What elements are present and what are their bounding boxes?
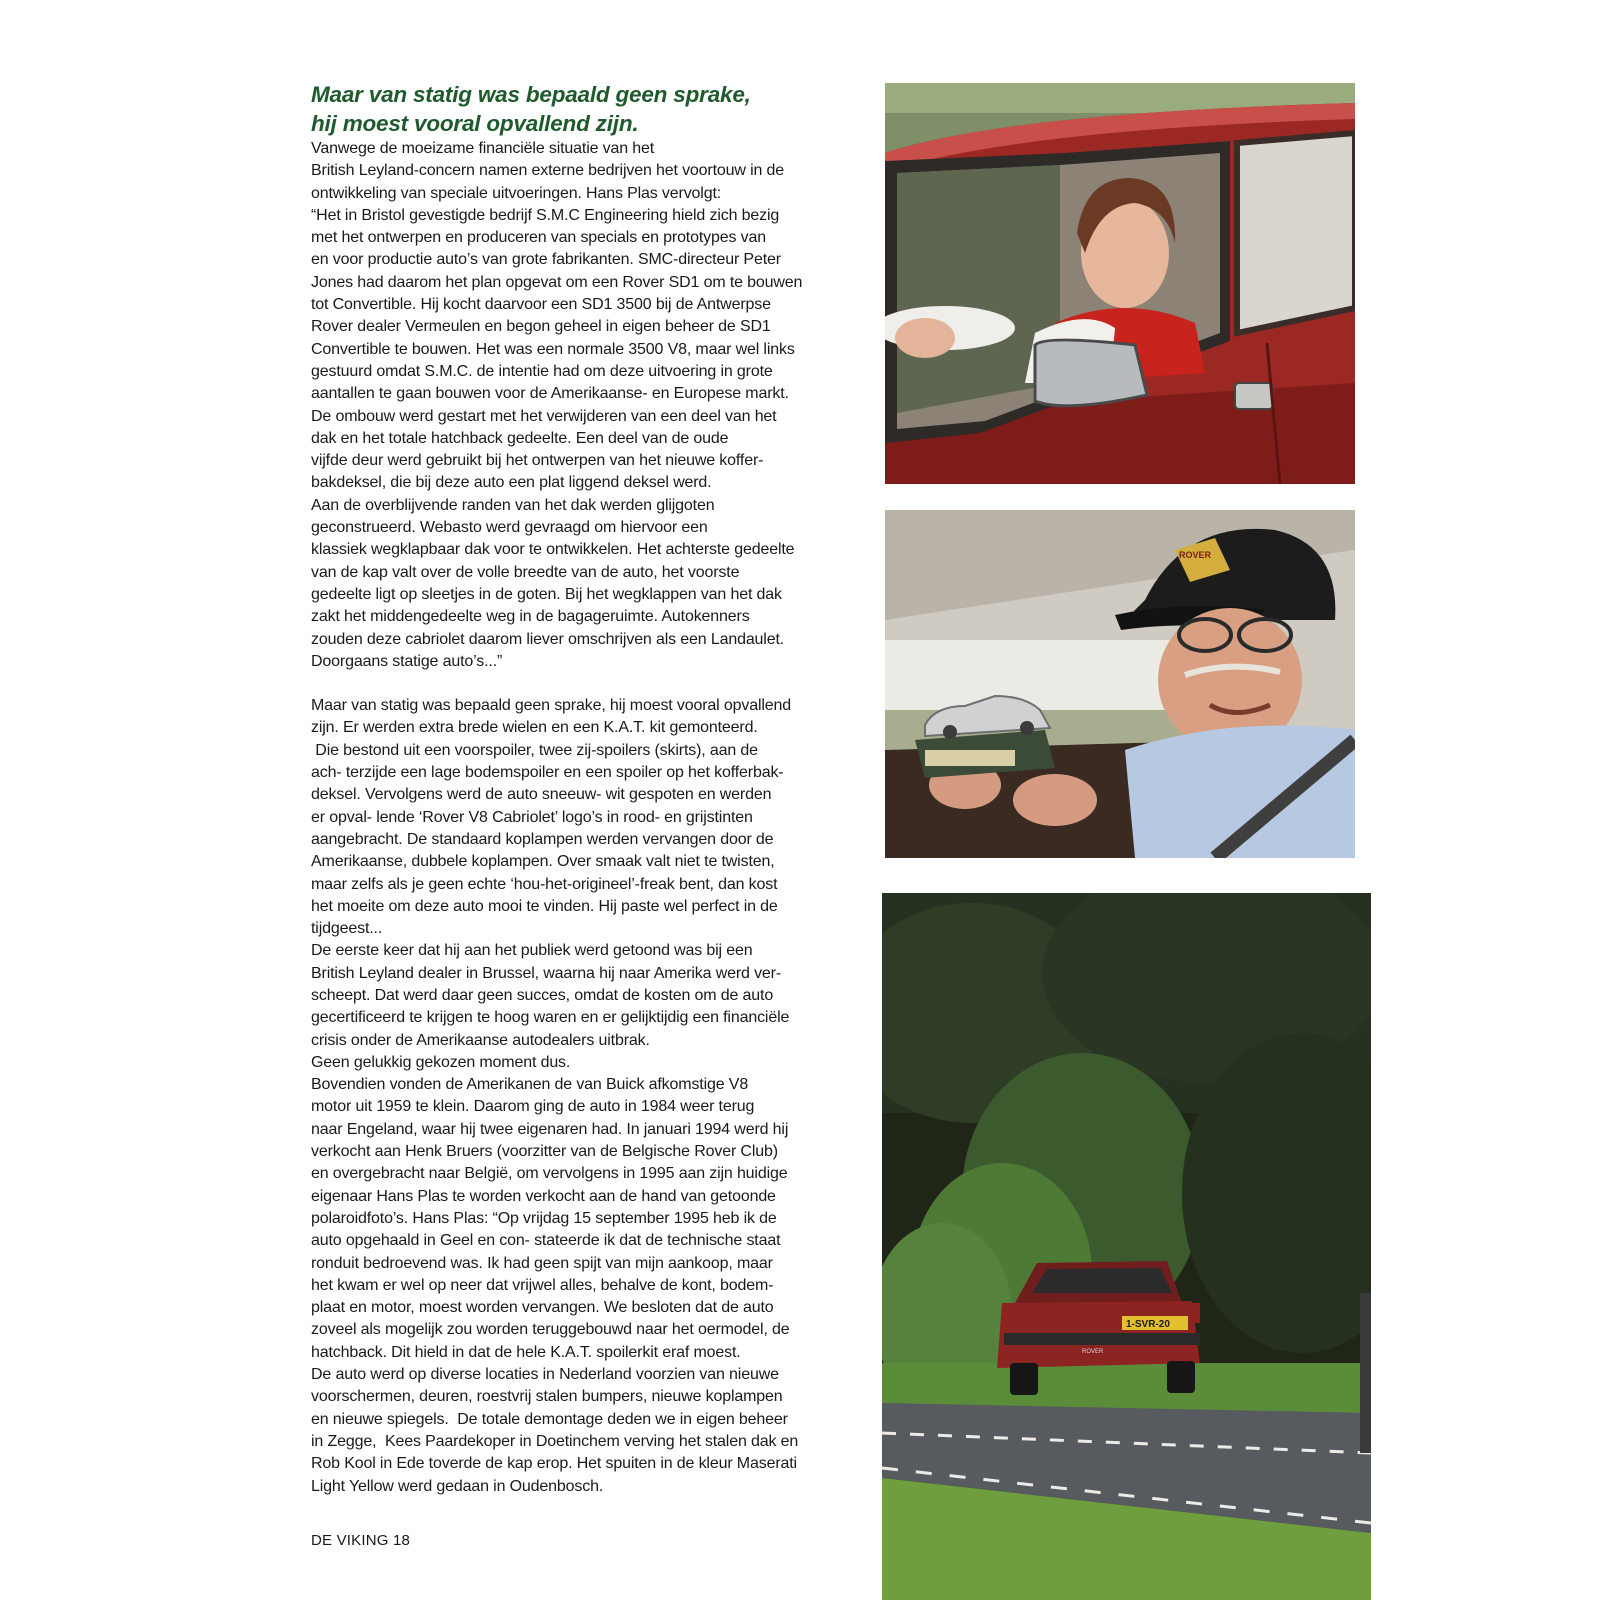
text-line: plaat en motor, moest worden vervangen. We besloten dat de auto (311, 1299, 774, 1317)
text-line: en overgebracht naar België, om vervolgens in 1995 aan zijn huidige (311, 1165, 788, 1183)
paragraph-1 (311, 138, 856, 673)
text-line: met het ontwerpen en produceren van specials en prototypes van (311, 229, 766, 247)
text-line: ach- terzijde een lage bodemspoiler en een spoiler op het kofferbak- (311, 764, 784, 782)
text-line: ronduit bedroevend was. Ik had geen spijt van mijn aankoop, maar (311, 1254, 773, 1272)
text-line: geconstrueerd. Webasto werd gevraagd om hiervoor een (311, 519, 708, 537)
text-line: tot Convertible. Hij kocht daarvoor een SD1 3500 bij de Antwerpse (311, 296, 771, 314)
paragraph-3 (311, 940, 856, 1497)
text-line: “Het in Bristol gevestigde bedrijf S.M.C Engineering hield zich bezig (311, 206, 780, 224)
text-line: De eerste keer dat hij aan het publiek werd getoond was bij een (311, 942, 753, 960)
car-badge-text: ROVER (1082, 1349, 1104, 1355)
photo-woman-in-car-art (885, 83, 1355, 484)
text-line: aantallen te gaan bouwen voor de Amerikaanse- en Europese markt. (311, 385, 789, 403)
heading-line: Maar van statig was bepaald geen sprake, (311, 82, 751, 107)
text-line: gestuurd omdat S.M.C. de intentie had om deze uitvoering in grote (311, 362, 773, 380)
text-line: Doorgaans statige auto’s...” (311, 652, 503, 670)
text-line: en nieuwe spiegels. De totale demontage deden we in eigen beheer (311, 1410, 788, 1428)
article-body (311, 138, 856, 1498)
text-line: Light Yellow werd gedaan in Oudenbosch. (311, 1477, 604, 1495)
text-line: zouden deze cabriolet daarom liever omschrijven als een Landaulet. (311, 630, 785, 648)
photo-man-with-trophy-art (885, 510, 1355, 858)
text-line: motor uit 1959 te klein. Daarom ging de auto in 1984 weer terug (311, 1098, 755, 1116)
text-line: in Zegge, Kees Paardekoper in Doetinchem verving het stalen dak en (311, 1432, 799, 1450)
page-footer: DE VIKING 18 (311, 1532, 411, 1549)
photo-rover-on-road-art (882, 893, 1371, 1600)
text-line: het kwam er wel op neer dat vrijwel alles, behalve de kont, bodem- (311, 1276, 774, 1294)
text-line: auto opgehaald in Geel en con- stateerde ik dat de technische staat (311, 1232, 781, 1250)
text-line: tijdgeest... (311, 920, 383, 938)
text-line: ontwikkeling van speciale uitvoeringen. Hans Plas vervolgt: (311, 184, 722, 202)
text-line: zijn. Er werden extra brede wielen en een K.A.T. kit gemonteerd. (311, 719, 758, 737)
text-line: Aan de overblijvende randen van het dak werden glijgoten (311, 496, 715, 514)
text-line: voorschermen, deuren, roestvrij stalen bumpers, nieuwe koplampen (311, 1388, 783, 1406)
text-line: eigenaar Hans Plas te worden verkocht aan de hand van getoonde (311, 1187, 776, 1205)
text-line: Rob Kool in Ede toverde de kap erop. Het spuiten in de kleur Maserati (311, 1455, 797, 1473)
text-line: zoveel als mogelijk zou worden teruggebouwd naar het oermodel, de (311, 1321, 790, 1339)
cap-badge-text: ROVER (1179, 550, 1212, 560)
text-line: zakt het middengedeelte weg in de bagageruimte. Autokenners (311, 608, 750, 626)
text-line: Convertible te bouwen. Het was een normale 3500 V8, maar wel links (311, 340, 795, 358)
text-line: Amerikaanse, dubbele koplampen. Over smaak valt niet te twisten, (311, 853, 775, 871)
text-line: het moeite om deze auto mooi te vinden. Hij paste wel perfect in de (311, 897, 778, 915)
text-line: polaroidfoto’s. Hans Plas: “Op vrijdag 15 september 1995 heb ik de (311, 1209, 777, 1227)
text-line: en voor productie auto’s van grote fabrikanten. SMC-directeur Peter (311, 251, 781, 269)
photo-woman-in-car (885, 83, 1355, 484)
heading-line: hij moest vooral opvallend zijn. (311, 111, 639, 136)
text-line: er opval- lende ‘Rover V8 Cabriolet’ logo’s in rood- en grijstinten (311, 808, 753, 826)
text-line: gedeelte ligt op sleetjes in de goten. Bij het wegklappen van het dak (311, 585, 782, 603)
paragraph-2 (311, 695, 856, 940)
text-line: British Leyland-concern namen externe bedrijven het voortouw in de (311, 162, 785, 180)
text-line: crisis onder de Amerikaanse autodealers uitbrak. (311, 1031, 650, 1049)
text-line: van de kap valt over de volle breedte van de auto, het voorste (311, 563, 740, 581)
text-line: aangebracht. De standaard koplampen werden vervangen door de (311, 830, 774, 848)
text-line: dak en het totale hatchback gedeelte. Een deel van de oude (311, 429, 729, 447)
text-line: De auto werd op diverse locaties in Nederland voorzien van nieuwe (311, 1366, 779, 1384)
text-line: De ombouw werd gestart met het verwijderen van een deel van het (311, 407, 777, 425)
text-line: British Leyland dealer in Brussel, waarna hij naar Amerika werd ver- (311, 964, 782, 982)
text-line: deksel. Vervolgens werd de auto sneeuw- wit gespoten en werden (311, 786, 772, 804)
text-line: naar Engeland, waar hij twee eigenaren had. In januari 1994 werd hij (311, 1120, 789, 1138)
photo-rover-on-road (882, 893, 1371, 1600)
text-line: maar zelfs als je geen echte ‘hou-het-origineel’-freak bent, dan kost (311, 875, 778, 893)
article-column (311, 80, 856, 1498)
text-line: vijfde deur werd gebruikt bij het ontwerpen van het nieuwe koffer- (311, 452, 764, 470)
license-plate-text: 1-SVR-20 (1126, 1319, 1170, 1330)
text-line: Geen gelukkig gekozen moment dus. (311, 1053, 571, 1071)
text-line: scheept. Dat werd daar geen succes, omdat de kosten om de auto (311, 986, 774, 1004)
text-line: Rover dealer Vermeulen en begon geheel in eigen beheer de SD1 (311, 318, 771, 336)
text-line: hatchback. Dit hield in dat de hele K.A.T. spoilerkit eraf moest. (311, 1343, 741, 1361)
article-heading (311, 80, 856, 138)
text-line: verkocht aan Henk Bruers (voorzitter van de Belgische Rover Club) (311, 1143, 778, 1161)
text-line: bakdeksel, die bij deze auto een plat liggend deksel werd. (311, 474, 712, 492)
text-line: gecertificeerd te krijgen te hoog waren en er gelijktijdig een financiële (311, 1009, 790, 1027)
text-line: Bovendien vonden de Amerikanen de van Buick afkomstige V8 (311, 1076, 749, 1094)
photo-man-with-trophy (885, 510, 1355, 858)
text-line: Maar van statig was bepaald geen sprake, hij moest vooral opvallend (311, 697, 792, 715)
text-line: Die bestond uit een voorspoiler, twee zij-spoilers (skirts), aan de (311, 741, 758, 759)
text-line: klassiek wegklapbaar dak voor te ontwikkelen. Het achterste gedeelte (311, 541, 795, 559)
text-line: Jones had daarom het plan opgevat om een Rover SD1 om te bouwen (311, 273, 803, 291)
text-line: Vanwege de moeizame financiële situatie van het (311, 140, 655, 157)
